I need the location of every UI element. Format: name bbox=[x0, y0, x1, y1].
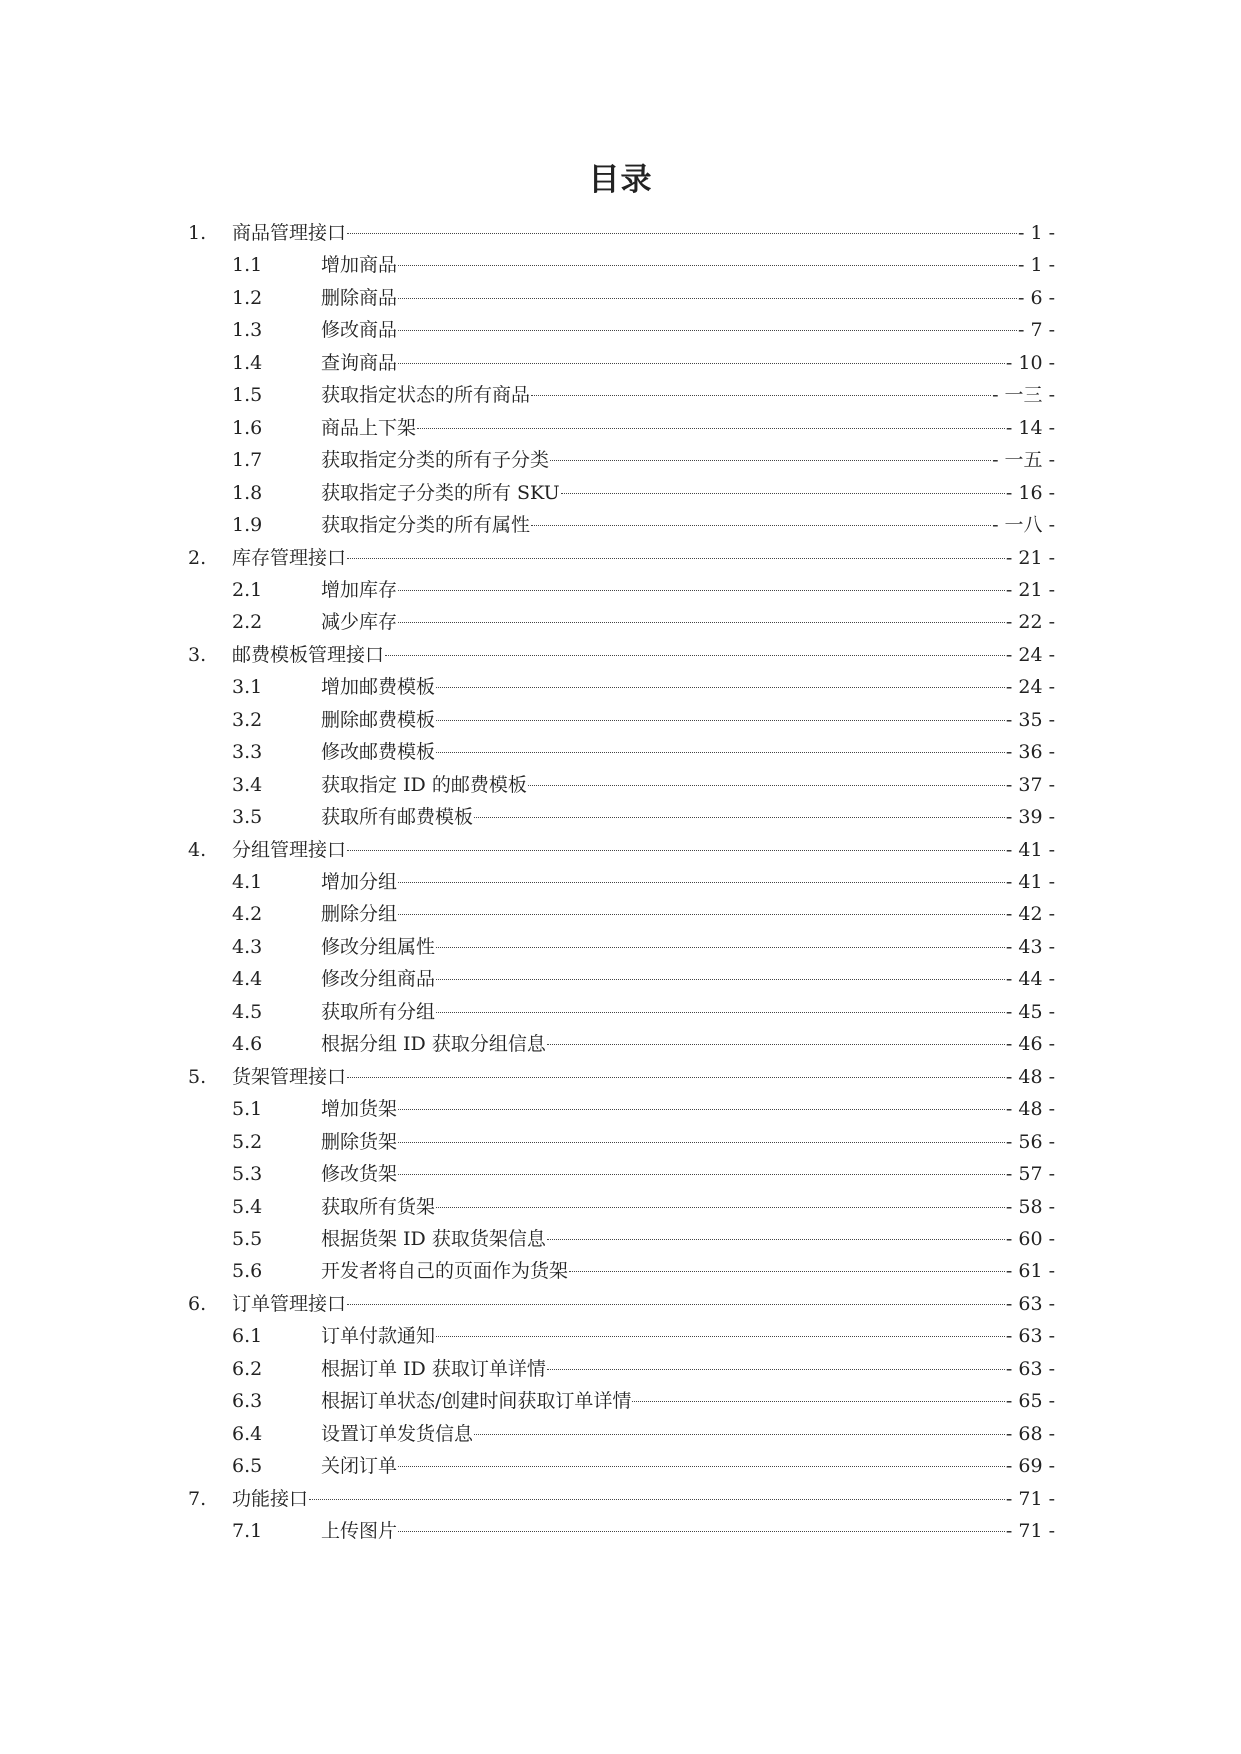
toc-entry-line bbox=[321, 1516, 1055, 1546]
toc-entry-label[interactable]: 增加商品 bbox=[321, 254, 398, 277]
toc-entry-label[interactable]: 获取所有货架 bbox=[321, 1195, 436, 1218]
toc-entry-number: 3.2 bbox=[232, 708, 263, 731]
toc-entry-label[interactable]: 获取所有邮费模板 bbox=[321, 806, 474, 829]
toc-entry[interactable] bbox=[0, 1029, 1241, 1059]
toc-entry[interactable] bbox=[0, 1386, 1241, 1416]
toc-entry[interactable] bbox=[0, 640, 1241, 670]
toc-entry[interactable] bbox=[0, 1127, 1241, 1157]
toc-entry-number: 1.9 bbox=[232, 514, 263, 537]
toc-entry-label[interactable]: 增加库存 bbox=[321, 578, 398, 601]
toc-entry-page: - 45 - bbox=[1005, 1000, 1055, 1023]
toc-entry-page: - 61 - bbox=[1005, 1260, 1055, 1283]
dot-leader bbox=[436, 752, 1005, 753]
toc-entry[interactable] bbox=[0, 1321, 1241, 1351]
dot-leader bbox=[531, 525, 991, 526]
toc-entry[interactable] bbox=[0, 380, 1241, 410]
toc-entry-number: 1.8 bbox=[232, 481, 263, 504]
toc-entry-number: 3.1 bbox=[232, 676, 263, 699]
toc-entry-page: - 39 - bbox=[1005, 806, 1055, 829]
toc-entry-number: 5.4 bbox=[232, 1195, 263, 1218]
dot-leader bbox=[436, 720, 1005, 721]
toc-entry-page: - 57 - bbox=[1005, 1163, 1055, 1186]
toc-entry-line bbox=[321, 1224, 1055, 1254]
toc-entry-line bbox=[232, 1484, 1055, 1514]
toc-entry-page: - 69 - bbox=[1005, 1455, 1055, 1478]
toc-entry-number: 5.1 bbox=[232, 1098, 263, 1121]
toc-entry-label[interactable]: 货架管理接口 bbox=[232, 1065, 347, 1088]
toc-entry-label[interactable]: 获取指定状态的所有商品 bbox=[321, 384, 531, 407]
toc-entry-line bbox=[232, 1289, 1055, 1319]
toc-entry-number: 2.1 bbox=[232, 578, 263, 601]
toc-entry[interactable] bbox=[0, 672, 1241, 702]
toc-entry-line bbox=[321, 1354, 1055, 1384]
toc-entry[interactable] bbox=[0, 1256, 1241, 1286]
dot-leader bbox=[309, 1499, 1005, 1500]
dot-leader bbox=[561, 493, 1005, 494]
toc-entry[interactable] bbox=[0, 1419, 1241, 1449]
toc-entry-line bbox=[321, 445, 1055, 475]
toc-entry-number: 1.6 bbox=[232, 416, 263, 439]
toc-entry-label[interactable]: 根据货架 ID 获取货架信息 bbox=[321, 1227, 546, 1250]
toc-entry-label[interactable]: 上传图片 bbox=[321, 1520, 398, 1542]
dot-leader bbox=[398, 330, 1017, 331]
toc-entry-line bbox=[321, 1386, 1055, 1416]
dot-leader bbox=[398, 914, 1005, 915]
toc-entry-line bbox=[232, 1062, 1055, 1092]
toc-entry-number: 5.6 bbox=[232, 1260, 263, 1283]
toc-entry-number: 4.5 bbox=[232, 1000, 263, 1023]
toc-entry-label[interactable]: 删除分组 bbox=[321, 903, 398, 926]
toc-entry-line bbox=[321, 607, 1055, 637]
toc-entry-number: 3. bbox=[188, 643, 207, 666]
toc-entry[interactable] bbox=[0, 1516, 1241, 1546]
toc-entry-line bbox=[321, 932, 1055, 962]
toc-entry-label[interactable]: 修改分组商品 bbox=[321, 968, 436, 991]
toc-entry-number: 6.3 bbox=[232, 1390, 263, 1413]
toc-entry-number: 6.2 bbox=[232, 1357, 263, 1380]
dot-leader bbox=[547, 1239, 1005, 1240]
dot-leader bbox=[398, 882, 1005, 883]
toc-entry-line bbox=[321, 478, 1055, 508]
toc-entry-page: - 63 - bbox=[1005, 1325, 1055, 1348]
dot-leader bbox=[398, 1466, 1005, 1467]
toc-entry[interactable] bbox=[0, 1192, 1241, 1222]
toc-entry-number: 6. bbox=[188, 1292, 207, 1315]
toc-entry-page: - 48 - bbox=[1005, 1098, 1055, 1121]
dot-leader bbox=[632, 1401, 1004, 1402]
toc-entry-line bbox=[321, 250, 1055, 280]
dot-leader bbox=[474, 1434, 1005, 1435]
toc-entry-page: - 6 - bbox=[1017, 286, 1055, 309]
toc-entry[interactable] bbox=[0, 997, 1241, 1027]
toc-entry-page: - 71 - bbox=[1005, 1487, 1055, 1510]
toc-entry-label[interactable]: 邮费模板管理接口 bbox=[232, 643, 385, 666]
toc-entry-number: 1.4 bbox=[232, 351, 263, 374]
toc-entry-line bbox=[321, 737, 1055, 767]
toc-entry-number: 5.2 bbox=[232, 1130, 263, 1153]
dot-leader bbox=[547, 1369, 1005, 1370]
toc-entry-page: - 24 - bbox=[1005, 676, 1055, 699]
toc-entry-line bbox=[321, 510, 1055, 540]
toc-entry-page: - 一八 - bbox=[992, 514, 1055, 537]
toc-entry-page: - 46 - bbox=[1005, 1033, 1055, 1056]
dot-leader bbox=[347, 1304, 1005, 1305]
toc-entry-label[interactable]: 根据分组 ID 获取分组信息 bbox=[321, 1033, 546, 1056]
toc-entry-line bbox=[321, 705, 1055, 735]
toc-entry-line bbox=[321, 1029, 1055, 1059]
toc-entry-label[interactable]: 修改货架 bbox=[321, 1163, 398, 1186]
dot-leader bbox=[398, 265, 1017, 266]
toc-entry[interactable] bbox=[0, 867, 1241, 897]
toc-entry-page: - 43 - bbox=[1005, 935, 1055, 958]
toc-entry-number: 5.3 bbox=[232, 1163, 263, 1186]
toc-entry-page: - 22 - bbox=[1005, 611, 1055, 634]
toc-entry-label[interactable]: 商品上下架 bbox=[321, 416, 417, 439]
toc-entry[interactable] bbox=[0, 964, 1241, 994]
toc-entry-page: - 63 - bbox=[1005, 1292, 1055, 1315]
toc-entry-label[interactable]: 根据订单 ID 获取订单详情 bbox=[321, 1357, 546, 1380]
toc-entry-label[interactable]: 获取指定 ID 的邮费模板 bbox=[321, 773, 527, 796]
toc-entry-label[interactable]: 商品管理接口 bbox=[232, 222, 347, 244]
toc-entry-page: - 35 - bbox=[1005, 708, 1055, 731]
toc-entry-line bbox=[321, 899, 1055, 929]
dot-leader bbox=[474, 817, 1005, 818]
toc-entry-page: - 63 - bbox=[1005, 1357, 1055, 1380]
toc-entry-page: - 36 - bbox=[1005, 741, 1055, 764]
toc-entry-line bbox=[321, 1321, 1055, 1351]
toc-entry[interactable] bbox=[0, 607, 1241, 637]
toc-entry-page: - 7 - bbox=[1017, 319, 1055, 342]
toc-entry-label[interactable]: 根据订单状态/创建时间获取订单详情 bbox=[321, 1390, 632, 1413]
toc-entry-label[interactable]: 关闭订单 bbox=[321, 1455, 398, 1478]
dot-leader bbox=[398, 1109, 1005, 1110]
toc-entry-page: - 21 - bbox=[1005, 578, 1055, 601]
toc-entry-page: - 一三 - bbox=[992, 384, 1055, 407]
toc-entry[interactable] bbox=[0, 737, 1241, 767]
toc-entry-line bbox=[321, 1256, 1055, 1286]
toc-entry-number: 1. bbox=[188, 222, 207, 244]
dot-leader bbox=[550, 460, 991, 461]
toc-entry-number: 4.4 bbox=[232, 968, 263, 991]
toc-entry-label[interactable]: 增加分组 bbox=[321, 871, 398, 893]
toc-entry-number: 3.3 bbox=[232, 741, 263, 764]
toc-entry[interactable] bbox=[0, 315, 1241, 345]
toc-entry-page: - 1 - bbox=[1017, 254, 1055, 277]
toc-title: 目录 bbox=[588, 162, 653, 198]
toc-entry-number: 1.7 bbox=[232, 449, 263, 472]
toc-entry-label[interactable]: 订单管理接口 bbox=[232, 1292, 347, 1315]
toc-entry-line bbox=[321, 348, 1055, 378]
dot-leader bbox=[398, 1531, 1005, 1532]
toc-entry[interactable] bbox=[0, 1062, 1241, 1092]
toc-entry-line bbox=[232, 640, 1055, 670]
toc-entry[interactable] bbox=[0, 932, 1241, 962]
toc-entry-label[interactable]: 功能接口 bbox=[232, 1487, 309, 1510]
toc-entry-label[interactable]: 减少库存 bbox=[321, 611, 398, 634]
toc-entry-line bbox=[321, 575, 1055, 605]
toc-entry-line bbox=[232, 835, 1055, 865]
toc-entry[interactable] bbox=[0, 835, 1241, 865]
toc-entry-number: 1.3 bbox=[232, 319, 263, 342]
toc-entry-number: 4.1 bbox=[232, 871, 263, 893]
toc-entry-label[interactable]: 修改商品 bbox=[321, 319, 398, 342]
toc-entry-line bbox=[232, 543, 1055, 573]
dot-leader bbox=[569, 1271, 1005, 1272]
toc-entry[interactable] bbox=[0, 1289, 1241, 1319]
dot-leader bbox=[347, 558, 1005, 559]
toc-entry[interactable] bbox=[0, 1094, 1241, 1124]
dot-leader bbox=[347, 1077, 1005, 1078]
toc-entry-number: 4.2 bbox=[232, 903, 263, 926]
toc-entry-page: - 10 - bbox=[1005, 351, 1055, 374]
toc-entry-number: 4.3 bbox=[232, 935, 263, 958]
toc-entry-label[interactable]: 删除货架 bbox=[321, 1130, 398, 1153]
toc-entry-page: - 37 - bbox=[1005, 773, 1055, 796]
toc-entry-page: - 48 - bbox=[1005, 1065, 1055, 1088]
dot-leader bbox=[417, 428, 1005, 429]
toc-entry-line bbox=[321, 315, 1055, 345]
toc-entry-label[interactable]: 开发者将自己的页面作为货架 bbox=[321, 1260, 569, 1283]
toc-entry-line bbox=[232, 218, 1055, 248]
dot-leader bbox=[436, 1012, 1005, 1013]
toc-entry-number: 2.2 bbox=[232, 611, 263, 634]
toc-entry-label[interactable]: 获取指定分类的所有属性 bbox=[321, 514, 531, 537]
dot-leader bbox=[531, 395, 991, 396]
toc-entry[interactable] bbox=[0, 705, 1241, 735]
toc-entry-page: - 16 - bbox=[1005, 481, 1055, 504]
toc-entry[interactable] bbox=[0, 445, 1241, 475]
toc-entry-label[interactable]: 修改邮费模板 bbox=[321, 741, 436, 764]
toc-entry[interactable] bbox=[0, 478, 1241, 508]
toc-entry-line bbox=[321, 380, 1055, 410]
toc-entry-label[interactable]: 查询商品 bbox=[321, 351, 398, 374]
toc-entry-number: 3.4 bbox=[232, 773, 263, 796]
toc-entry-line bbox=[321, 1419, 1055, 1449]
toc-entry-line bbox=[321, 802, 1055, 832]
toc-entry-number: 1.2 bbox=[232, 286, 263, 309]
toc-entry-number: 6.4 bbox=[232, 1422, 263, 1445]
toc-entry[interactable] bbox=[0, 1354, 1241, 1384]
toc-entry-page: - 56 - bbox=[1005, 1130, 1055, 1153]
toc-entry[interactable] bbox=[0, 543, 1241, 573]
toc-entry-number: 4.6 bbox=[232, 1033, 263, 1056]
toc-entry-line bbox=[321, 1451, 1055, 1481]
dot-leader bbox=[436, 1336, 1005, 1337]
toc-entry[interactable] bbox=[0, 250, 1241, 280]
toc-entry-line bbox=[321, 413, 1055, 443]
toc-entry-page: - 24 - bbox=[1005, 643, 1055, 666]
dot-leader bbox=[528, 785, 1005, 786]
toc-entry[interactable] bbox=[0, 770, 1241, 800]
toc-entry-page: - 65 - bbox=[1005, 1390, 1055, 1413]
toc-entry-page: - 一五 - bbox=[992, 449, 1055, 472]
toc-entry-label[interactable]: 增加货架 bbox=[321, 1098, 398, 1121]
toc-entry-page: - 21 - bbox=[1005, 546, 1055, 569]
toc-entry-label[interactable]: 分组管理接口 bbox=[232, 838, 347, 861]
toc-entry-page: - 68 - bbox=[1005, 1422, 1055, 1445]
toc-entry[interactable] bbox=[0, 1484, 1241, 1514]
toc-entry-page: - 60 - bbox=[1005, 1227, 1055, 1250]
toc-entry-line bbox=[321, 672, 1055, 702]
toc-entry-line bbox=[321, 867, 1055, 897]
dot-leader bbox=[398, 1142, 1005, 1143]
toc-entry[interactable] bbox=[0, 899, 1241, 929]
dot-leader bbox=[398, 298, 1017, 299]
dot-leader bbox=[385, 655, 1005, 656]
toc-entry[interactable] bbox=[0, 575, 1241, 605]
toc-entry-label[interactable]: 删除商品 bbox=[321, 286, 398, 309]
toc-entry[interactable] bbox=[0, 348, 1241, 378]
dot-leader bbox=[398, 622, 1005, 623]
toc-entry-line bbox=[321, 997, 1055, 1027]
dot-leader bbox=[347, 850, 1005, 851]
toc-entry-label[interactable]: 获取所有分组 bbox=[321, 1000, 436, 1023]
toc-entry-number: 4. bbox=[188, 838, 207, 861]
toc-entry-page: - 1 - bbox=[1017, 222, 1055, 244]
toc-entry-label[interactable]: 获取指定子分类的所有 SKU bbox=[321, 481, 560, 504]
toc-entry-label[interactable]: 删除邮费模板 bbox=[321, 708, 436, 731]
toc-entry[interactable] bbox=[0, 413, 1241, 443]
dot-leader bbox=[398, 1174, 1005, 1175]
toc-entry-number: 5. bbox=[188, 1065, 207, 1088]
toc-entry[interactable] bbox=[0, 218, 1241, 248]
toc-entry-number: 7. bbox=[188, 1487, 207, 1510]
toc-entry[interactable] bbox=[0, 510, 1241, 540]
dot-leader bbox=[436, 947, 1005, 948]
dot-leader bbox=[347, 233, 1017, 234]
dot-leader bbox=[398, 363, 1005, 364]
toc-entry-label[interactable]: 设置订单发货信息 bbox=[321, 1422, 474, 1445]
toc-entry-number: 2. bbox=[188, 546, 207, 569]
toc-entry[interactable] bbox=[0, 1224, 1241, 1254]
toc-entry-line bbox=[321, 283, 1055, 313]
toc-entry-number: 1.5 bbox=[232, 384, 263, 407]
toc-entry-number: 6.1 bbox=[232, 1325, 263, 1348]
toc-entry[interactable] bbox=[0, 1451, 1241, 1481]
toc-entry-line bbox=[321, 964, 1055, 994]
dot-leader bbox=[436, 1207, 1005, 1208]
toc-entry-label[interactable]: 订单付款通知 bbox=[321, 1325, 436, 1348]
toc-entry-page: - 41 - bbox=[1005, 838, 1055, 861]
dot-leader bbox=[436, 687, 1005, 688]
toc-entry[interactable] bbox=[0, 283, 1241, 313]
toc-entry-label[interactable]: 增加邮费模板 bbox=[321, 676, 436, 699]
toc-entry-line bbox=[321, 1127, 1055, 1157]
dot-leader bbox=[436, 979, 1005, 980]
toc-entry-number: 1.1 bbox=[232, 254, 263, 277]
toc-entry-page: - 71 - bbox=[1005, 1520, 1055, 1542]
toc-entry-number: 3.5 bbox=[232, 806, 263, 829]
dot-leader bbox=[547, 1044, 1005, 1045]
toc-entry[interactable] bbox=[0, 1159, 1241, 1189]
toc-entry-page: - 41 - bbox=[1005, 871, 1055, 893]
toc-entry-label[interactable]: 修改分组属性 bbox=[321, 935, 436, 958]
toc-entry-line bbox=[321, 1159, 1055, 1189]
toc-entry-line bbox=[321, 1192, 1055, 1222]
toc-entry-line bbox=[321, 770, 1055, 800]
toc-entry-label[interactable]: 库存管理接口 bbox=[232, 546, 347, 569]
toc-entry-page: - 14 - bbox=[1005, 416, 1055, 439]
toc-entry-number: 6.5 bbox=[232, 1455, 263, 1478]
dot-leader bbox=[398, 590, 1005, 591]
toc-entry-line bbox=[321, 1094, 1055, 1124]
toc-entry-page: - 58 - bbox=[1005, 1195, 1055, 1218]
toc-entry-page: - 44 - bbox=[1005, 968, 1055, 991]
toc-entry[interactable] bbox=[0, 802, 1241, 832]
toc-entry-number: 5.5 bbox=[232, 1227, 263, 1250]
toc-entry-number: 7.1 bbox=[232, 1520, 263, 1542]
toc-entry-label[interactable]: 获取指定分类的所有子分类 bbox=[321, 449, 550, 472]
toc-entry-page: - 42 - bbox=[1005, 903, 1055, 926]
